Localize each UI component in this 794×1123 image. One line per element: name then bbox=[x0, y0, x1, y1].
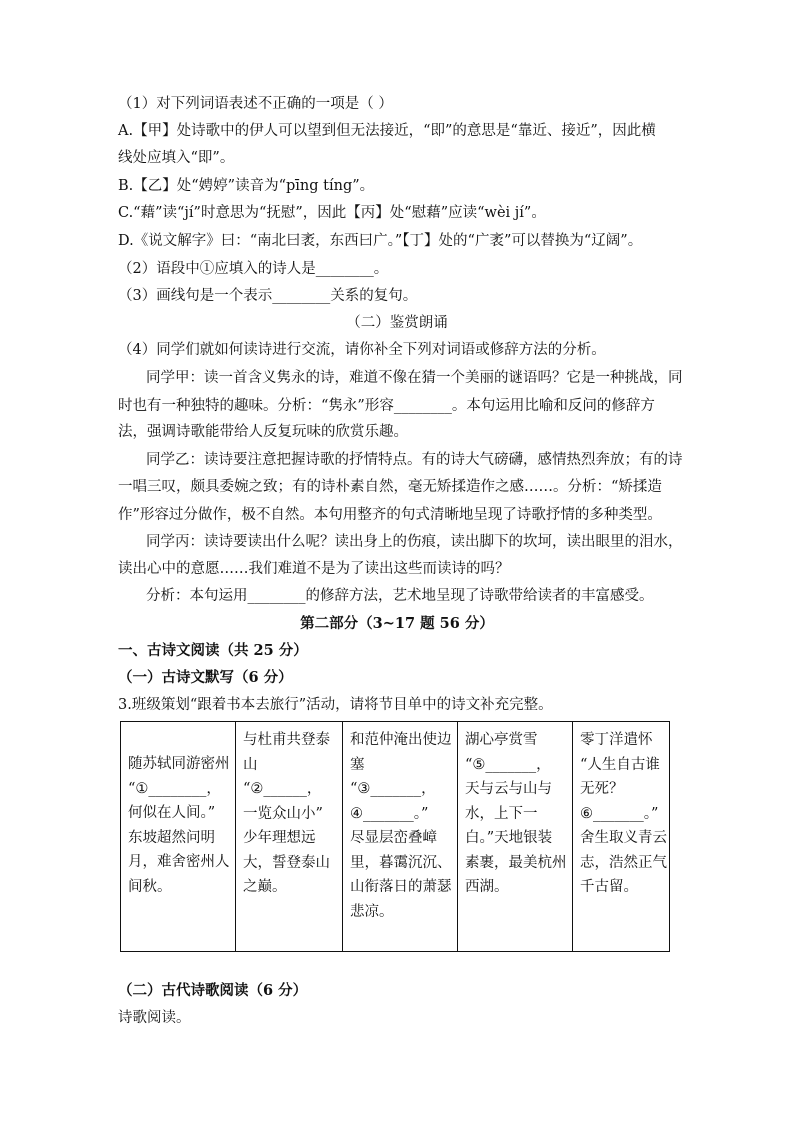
part-two-heading: 第二部分（3~17 题 56 分） bbox=[300, 615, 494, 632]
poem-program-table bbox=[120, 721, 670, 952]
table-cell-taishan: 与杜甫共登泰 山 “②______， 一览众山小” 少年理想远 大，誓登泰山 之巅。 bbox=[236, 722, 343, 952]
option-d: D.《说文解字》曰：“南北曰袤，东西曰广。”【丁】处的“广袤”可以替换为“辽阔”。 bbox=[118, 233, 643, 249]
table-cell-west-lake: 湖心亭赏雪 “⑤_______， 天与云与山与 水，上下一 白。”天地银装 素裹，最美杭州 西湖。 bbox=[458, 722, 573, 952]
table-row bbox=[121, 722, 670, 952]
student-b-line2: 一唱三叹，颇具委婉之致；有的诗朴素自然，毫无矫揉造作之感……。分析：“矫揉造 bbox=[118, 479, 662, 495]
student-c-line1: 同学丙：读诗要读出什么呢？读出身上的伤痕，读出脚下的坎坷，读出眼里的泪水， bbox=[146, 534, 683, 550]
student-b-line1: 同学乙：读诗要注意把握诗歌的抒情特点。有的诗大气磅礴，感情热烈奔放；有的诗 bbox=[146, 452, 683, 468]
section-heading-appreciation: （二）鉴赏朗诵 bbox=[346, 315, 448, 331]
poetry-reading-label: 诗歌阅读。 bbox=[118, 1010, 191, 1026]
section-one-heading: 一、古诗文阅读（共 25 分） bbox=[118, 642, 308, 659]
student-a-line1: 同学甲：读一首含义隽永的诗，难道不像在猜一个美丽的谜语吗？它是一种挑战，同 bbox=[146, 370, 683, 386]
student-a-line3: 法，强调诗歌能带给人反复玩味的欣赏乐趣。 bbox=[118, 424, 408, 440]
table-cell-lingding: 零丁洋遣怀 “人生自古谁 无死？ ⑥_______。” 舍生取义青云 志，浩然正气 千古留。 bbox=[573, 722, 670, 952]
subsection-recitation-heading: （一）古诗文默写（6 分） bbox=[118, 669, 293, 686]
option-a-line2: 线处应填入“即”。 bbox=[118, 150, 235, 166]
question-1-stem: （1）对下列词语表述不正确的一项是（ ） bbox=[118, 96, 393, 112]
question-3-prompt: 3.班级策划“跟着书本去旅行”活动，请将节目单中的诗文补充完整。 bbox=[118, 697, 553, 713]
table-cell-miyun: 随苏轼同游密州 “①________， 何似在人间。” 东坡超然问明 月，难舍密州人 间秋。 bbox=[121, 722, 236, 952]
option-b: B.【乙】处“娉婷”读音为“pīng tíng”。 bbox=[118, 178, 375, 194]
student-b-line3: 作”形容过分做作，极不自然。本句用整齐的句式清晰地呈现了诗歌抒情的多种类型。 bbox=[118, 507, 662, 523]
student-a-line2: 时也有一种独特的趣味。分析：“隽永”形容________。本句运用比喻和反问的修辞方 bbox=[118, 398, 655, 414]
option-c: C.“藉”读“jí”时意思为“抚慰”，因此【丙】处“慰藉”应读“wèi jí”。 bbox=[118, 205, 546, 221]
option-a-line1: A.【甲】处诗歌中的伊人可以望到但无法接近，“即”的意思是“靠近、接近”，因此横 bbox=[118, 123, 656, 139]
question-2: （2）语段中①应填入的诗人是________。 bbox=[118, 261, 389, 277]
table-cell-frontier: 和范仲淹出使边 塞 “③_______， ④_______。” 尽显层峦叠嶂 里，暮霭沉沉、 山衔落日的萧瑟 悲凉。 bbox=[343, 722, 458, 952]
student-c-analysis: 分析：本句运用________的修辞方法，艺术地呈现了诗歌带给读者的丰富感受。 bbox=[146, 588, 654, 604]
question-4: （4）同学们就如何读诗进行交流，请你补全下列对词语或修辞方法的分析。 bbox=[118, 342, 606, 358]
question-3: （3）画线句是一个表示________关系的复句。 bbox=[118, 288, 418, 304]
subsection-poetry-heading: （二）古代诗歌阅读（6 分） bbox=[118, 982, 308, 999]
student-c-line2: 读出心中的意愿……我们难道不是为了读出这些而读诗的吗？ bbox=[118, 561, 510, 577]
